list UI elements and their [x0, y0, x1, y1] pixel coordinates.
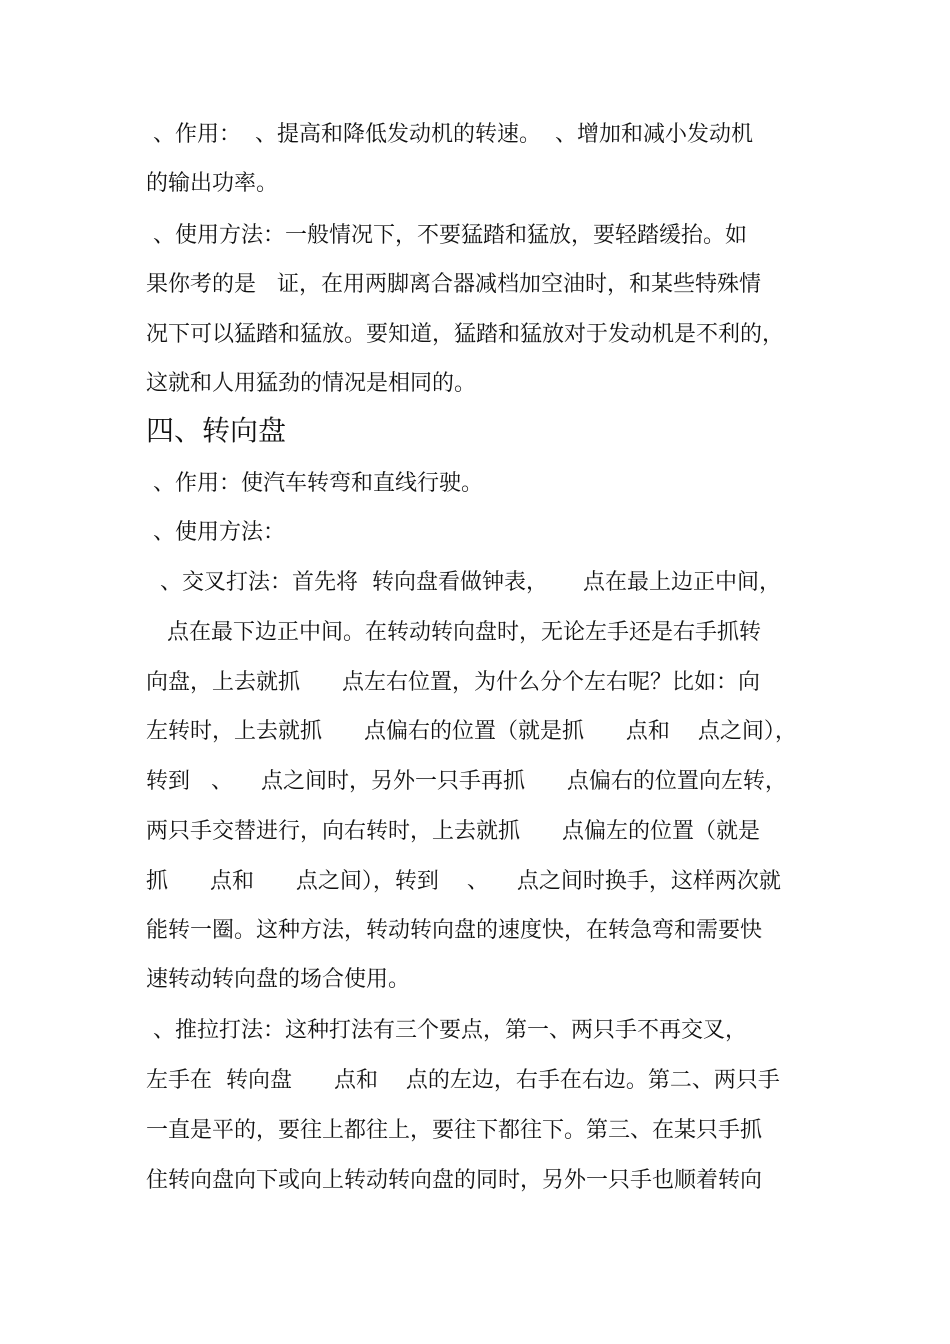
paragraph-line: 、使用方法：一般情况下，不要猛踏和猛放，要轻踏缓抬。如 [146, 223, 747, 248]
paragraph-line: 一直是平的，要往上都往上，要往下都往下。第三、在某只手抓 [146, 1118, 763, 1143]
paragraph-line: 两只手交替进行，向右转时，上去就抓 点偏左的位置（就是 [146, 819, 760, 844]
paragraph-line: 、推拉打法：这种打法有三个要点，第一、两只手不再交叉， [146, 1018, 747, 1043]
paragraph-line: 抓 点和 点之间），转到 、 点之间时换手，这样两次就 [146, 869, 781, 894]
paragraph-line: 点在最下边正中间。在转动转向盘时，无论左手还是右手抓转 [146, 620, 761, 645]
paragraph-line: 况下可以猛踏和猛放。要知道，猛踏和猛放对于发动机是不利的， [146, 322, 785, 347]
paragraph-line: 、使用方法： [146, 520, 285, 545]
paragraph-line: 、交叉打法：首先将 转向盘看做钟表， 点在最上边正中间， [146, 570, 781, 595]
paragraph-line: 、作用：使汽车转弯和直线行驶。 [146, 471, 483, 496]
paragraph-line: 能转一圈。这种方法，转动转向盘的速度快，在转急弯和需要快 [146, 918, 763, 943]
paragraph-line: 左转时，上去就抓 点偏右的位置（就是抓 点和 点之间）， [146, 719, 797, 744]
paragraph-line: 这就和人用猛劲的情况是相同的。 [146, 371, 477, 396]
paragraph-line: 住转向盘向下或向上转动转向盘的同时，另外一只手也顺着转向 [146, 1168, 763, 1193]
paragraph-line: 、作用： 、提高和降低发动机的转速。 、增加和减小发动机 [146, 122, 753, 147]
paragraph-line: 转到 、 点之间时，另外一只手再抓 点偏右的位置向左转， [146, 769, 787, 794]
paragraph-line: 果你考的是 证，在用两脚离合器减档加空油时，和某些特殊情 [146, 272, 761, 297]
paragraph-line: 速转动转向盘的场合使用。 [146, 967, 411, 992]
paragraph-line: 的输出功率。 [146, 171, 279, 196]
section-heading: 四、转向盘 [146, 414, 287, 447]
paragraph-line: 向盘，上去就抓 点左右位置，为什么分个左右呢？比如：向 [146, 670, 760, 695]
paragraph-line: 左手在 转向盘 点和 点的左边，右手在右边。第二、两只手 [146, 1068, 780, 1093]
